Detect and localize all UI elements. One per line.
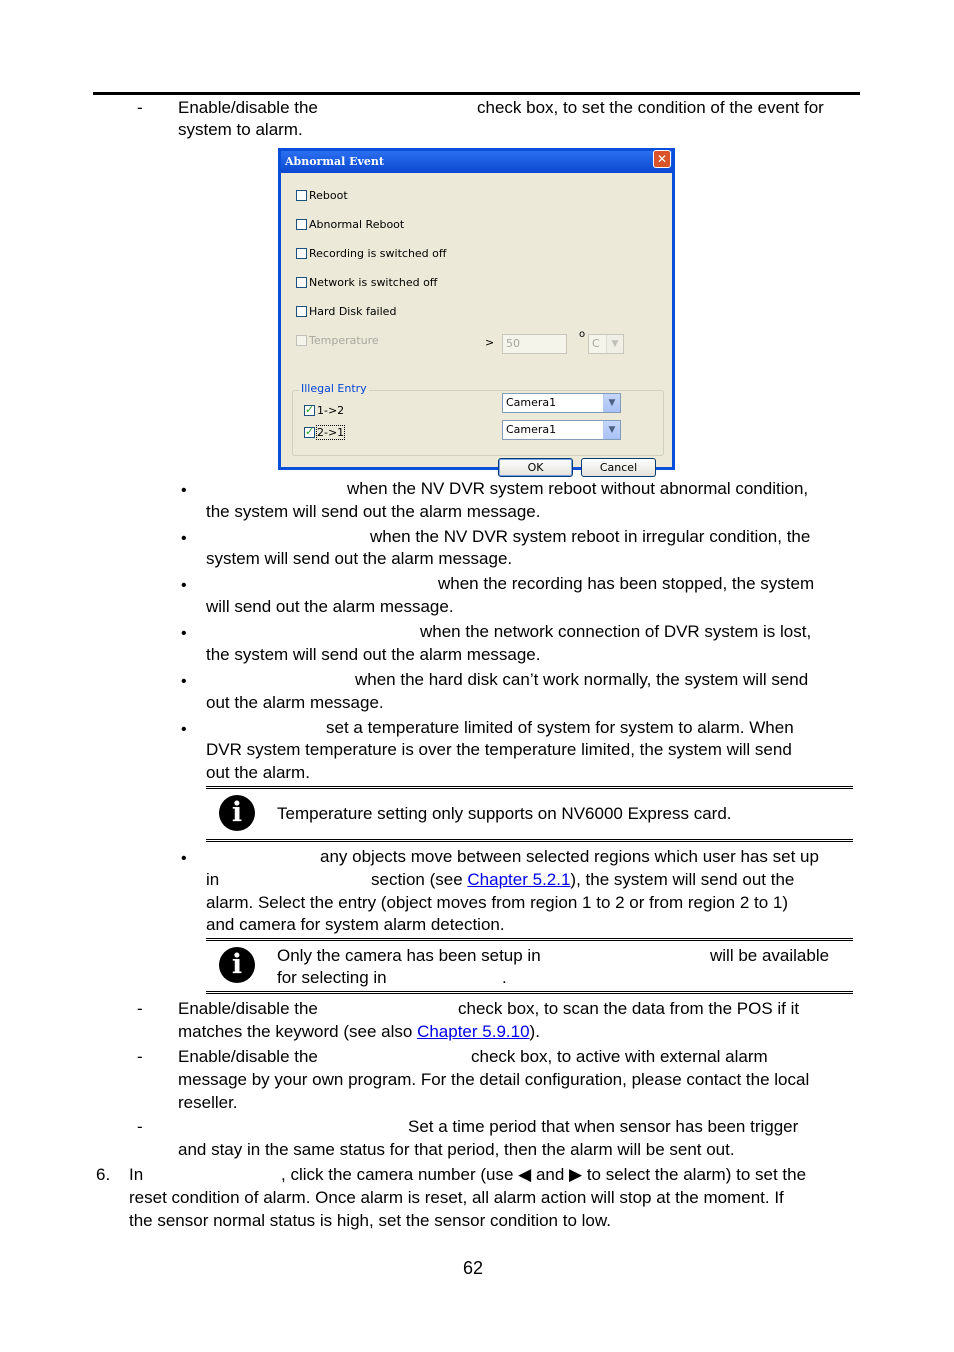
greater-than-sign: > xyxy=(485,336,495,349)
entry-2-1-label: 2->1 xyxy=(317,426,345,439)
chapter-5-9-10-link[interactable]: Chapter 5.9.10 xyxy=(417,1022,530,1041)
text-line: when the recording has been stopped, the system xyxy=(438,574,815,593)
chevron-down-icon: ▼ xyxy=(606,335,623,353)
text-line: Set a time period that when sensor has been trigger xyxy=(408,1117,799,1136)
text-line: when the hard disk can’t work normally, the system will send xyxy=(355,670,809,689)
abnormal-reboot-label: Abnormal Reboot xyxy=(309,218,405,231)
text-line: in xyxy=(206,870,220,889)
text-line: and stay in the same status for that period, then the alarm will be sent out. xyxy=(178,1140,735,1159)
chevron-down-icon: ▼ xyxy=(603,421,620,439)
text-line xyxy=(371,870,794,890)
text-fragment: ), the system will send out the xyxy=(570,870,795,889)
text-line: when the NV DVR system reboot without abnormal condition, xyxy=(347,479,809,498)
text-line: Enable/disable the xyxy=(178,98,318,117)
bullet-marker: • xyxy=(181,577,187,594)
text-line: any objects move between selected regions which user has set up xyxy=(320,847,819,866)
temperature-checkbox[interactable] xyxy=(296,335,307,346)
info-icon: i xyxy=(219,947,255,983)
note-text: . xyxy=(502,968,507,987)
network-off-label: Network is switched off xyxy=(309,276,438,289)
entry-1-2-label: 1->2 xyxy=(317,404,345,417)
text-line: system to alarm. xyxy=(178,120,303,139)
degree-sign: o xyxy=(579,329,586,340)
chapter-5-2-1-link[interactable]: Chapter 5.2.1 xyxy=(467,870,571,889)
note-text: Temperature setting only supports on NV6000 Express card. xyxy=(277,804,732,823)
close-icon[interactable]: ✕ xyxy=(653,150,671,168)
bullet-marker: • xyxy=(181,850,187,867)
page-number: 62 xyxy=(463,1258,484,1278)
text-line: In xyxy=(129,1165,144,1184)
reboot-label: Reboot xyxy=(309,189,348,202)
text-line: the system will send out the alarm message. xyxy=(206,645,541,664)
text-line: check box, to active with external alarm xyxy=(471,1047,768,1066)
text-line: set a temperature limited of system for system to alarm. When xyxy=(326,718,794,737)
text-line: system will send out the alarm message. xyxy=(206,549,513,568)
bullet-marker: • xyxy=(181,721,187,738)
text-line: reseller. xyxy=(178,1093,238,1112)
abnormal-reboot-checkbox[interactable] xyxy=(296,219,307,230)
bullet-marker: • xyxy=(181,625,187,642)
text-line: will send out the alarm message. xyxy=(206,597,454,616)
entry-1-2-checkbox[interactable] xyxy=(304,405,315,416)
text-fragment: ). xyxy=(529,1022,540,1041)
entry-1-2-camera-select[interactable] xyxy=(502,393,621,413)
note-text: for selecting in xyxy=(277,968,387,987)
text-fragment: section (see xyxy=(371,870,463,889)
text-line: out the alarm. xyxy=(206,763,310,782)
text-line: message by your own program. For the detail configuration, please contact the local xyxy=(178,1070,810,1089)
entry-1-2-camera-value: Camera1 xyxy=(506,396,557,409)
note-top-rule xyxy=(206,938,853,941)
text-line: check box, to set the condition of the event for xyxy=(477,98,824,117)
text-line: Enable/disable the xyxy=(178,999,318,1018)
illegal-entry-group-label: Illegal Entry xyxy=(301,382,367,395)
text-line: check box, to scan the data from the POS if it xyxy=(458,999,800,1018)
header-rule xyxy=(93,92,860,95)
step-number: 6. xyxy=(96,1165,111,1184)
recording-off-label: Recording is switched off xyxy=(309,247,447,260)
info-icon: i xyxy=(219,795,255,831)
text-line: when the network connection of DVR system is lost, xyxy=(420,622,812,641)
text-line: Enable/disable the xyxy=(178,1047,318,1066)
entry-2-1-camera-select[interactable] xyxy=(502,420,621,440)
entry-2-1-camera-value: Camera1 xyxy=(506,423,557,436)
dash-marker: - xyxy=(137,1047,143,1066)
entry-2-1-checkbox[interactable] xyxy=(304,427,315,438)
reboot-checkbox[interactable] xyxy=(296,190,307,201)
bullet-marker: • xyxy=(181,673,187,690)
hard-disk-failed-checkbox[interactable] xyxy=(296,306,307,317)
note-bottom-rule xyxy=(206,839,853,842)
text-line: out the alarm message. xyxy=(206,693,384,712)
text-line xyxy=(178,1022,540,1042)
note-top-rule xyxy=(206,786,853,789)
cancel-button[interactable]: Cancel xyxy=(581,458,656,477)
text-line: when the NV DVR system reboot in irregular condition, the xyxy=(370,527,811,546)
text-line: , click the camera number (use ◀ and ▶ to select the alarm) to set the xyxy=(281,1165,807,1184)
dash-marker: - xyxy=(137,999,143,1018)
temperature-label: Temperature xyxy=(309,334,379,347)
text-line: reset condition of alarm. Once alarm is reset, all alarm action will stop at the moment. If xyxy=(129,1188,784,1207)
bullet-marker: • xyxy=(181,482,187,499)
text-line: DVR system temperature is over the temperature limited, the system will send xyxy=(206,740,792,759)
abnormal-event-dialog xyxy=(278,148,675,474)
dash-marker: - xyxy=(137,98,143,117)
dialog-title: Abnormal Event xyxy=(281,151,672,173)
text-line: the system will send out the alarm message. xyxy=(206,502,541,521)
temperature-input[interactable]: 50 xyxy=(502,334,567,354)
recording-off-checkbox[interactable] xyxy=(296,248,307,259)
text-fragment: matches the keyword (see also xyxy=(178,1022,418,1041)
note-bottom-rule xyxy=(206,991,853,994)
ok-button[interactable]: OK xyxy=(498,458,573,477)
bullet-marker: • xyxy=(181,530,187,547)
dash-marker: - xyxy=(137,1117,143,1136)
temperature-unit-value: C xyxy=(592,337,600,350)
chevron-down-icon: ▼ xyxy=(603,394,620,412)
note-text: will be available xyxy=(710,946,830,965)
dialog-body xyxy=(281,173,672,474)
note-text: Only the camera has been setup in xyxy=(277,946,541,965)
text-line: the sensor normal status is high, set the sensor condition to low. xyxy=(129,1211,611,1230)
network-off-checkbox[interactable] xyxy=(296,277,307,288)
text-line: alarm. Select the entry (object moves from region 1 to 2 or from region 2 to 1) xyxy=(206,893,789,912)
temperature-unit-select[interactable] xyxy=(588,334,624,354)
text-line: and camera for system alarm detection. xyxy=(206,915,505,934)
hard-disk-failed-label: Hard Disk failed xyxy=(309,305,397,318)
